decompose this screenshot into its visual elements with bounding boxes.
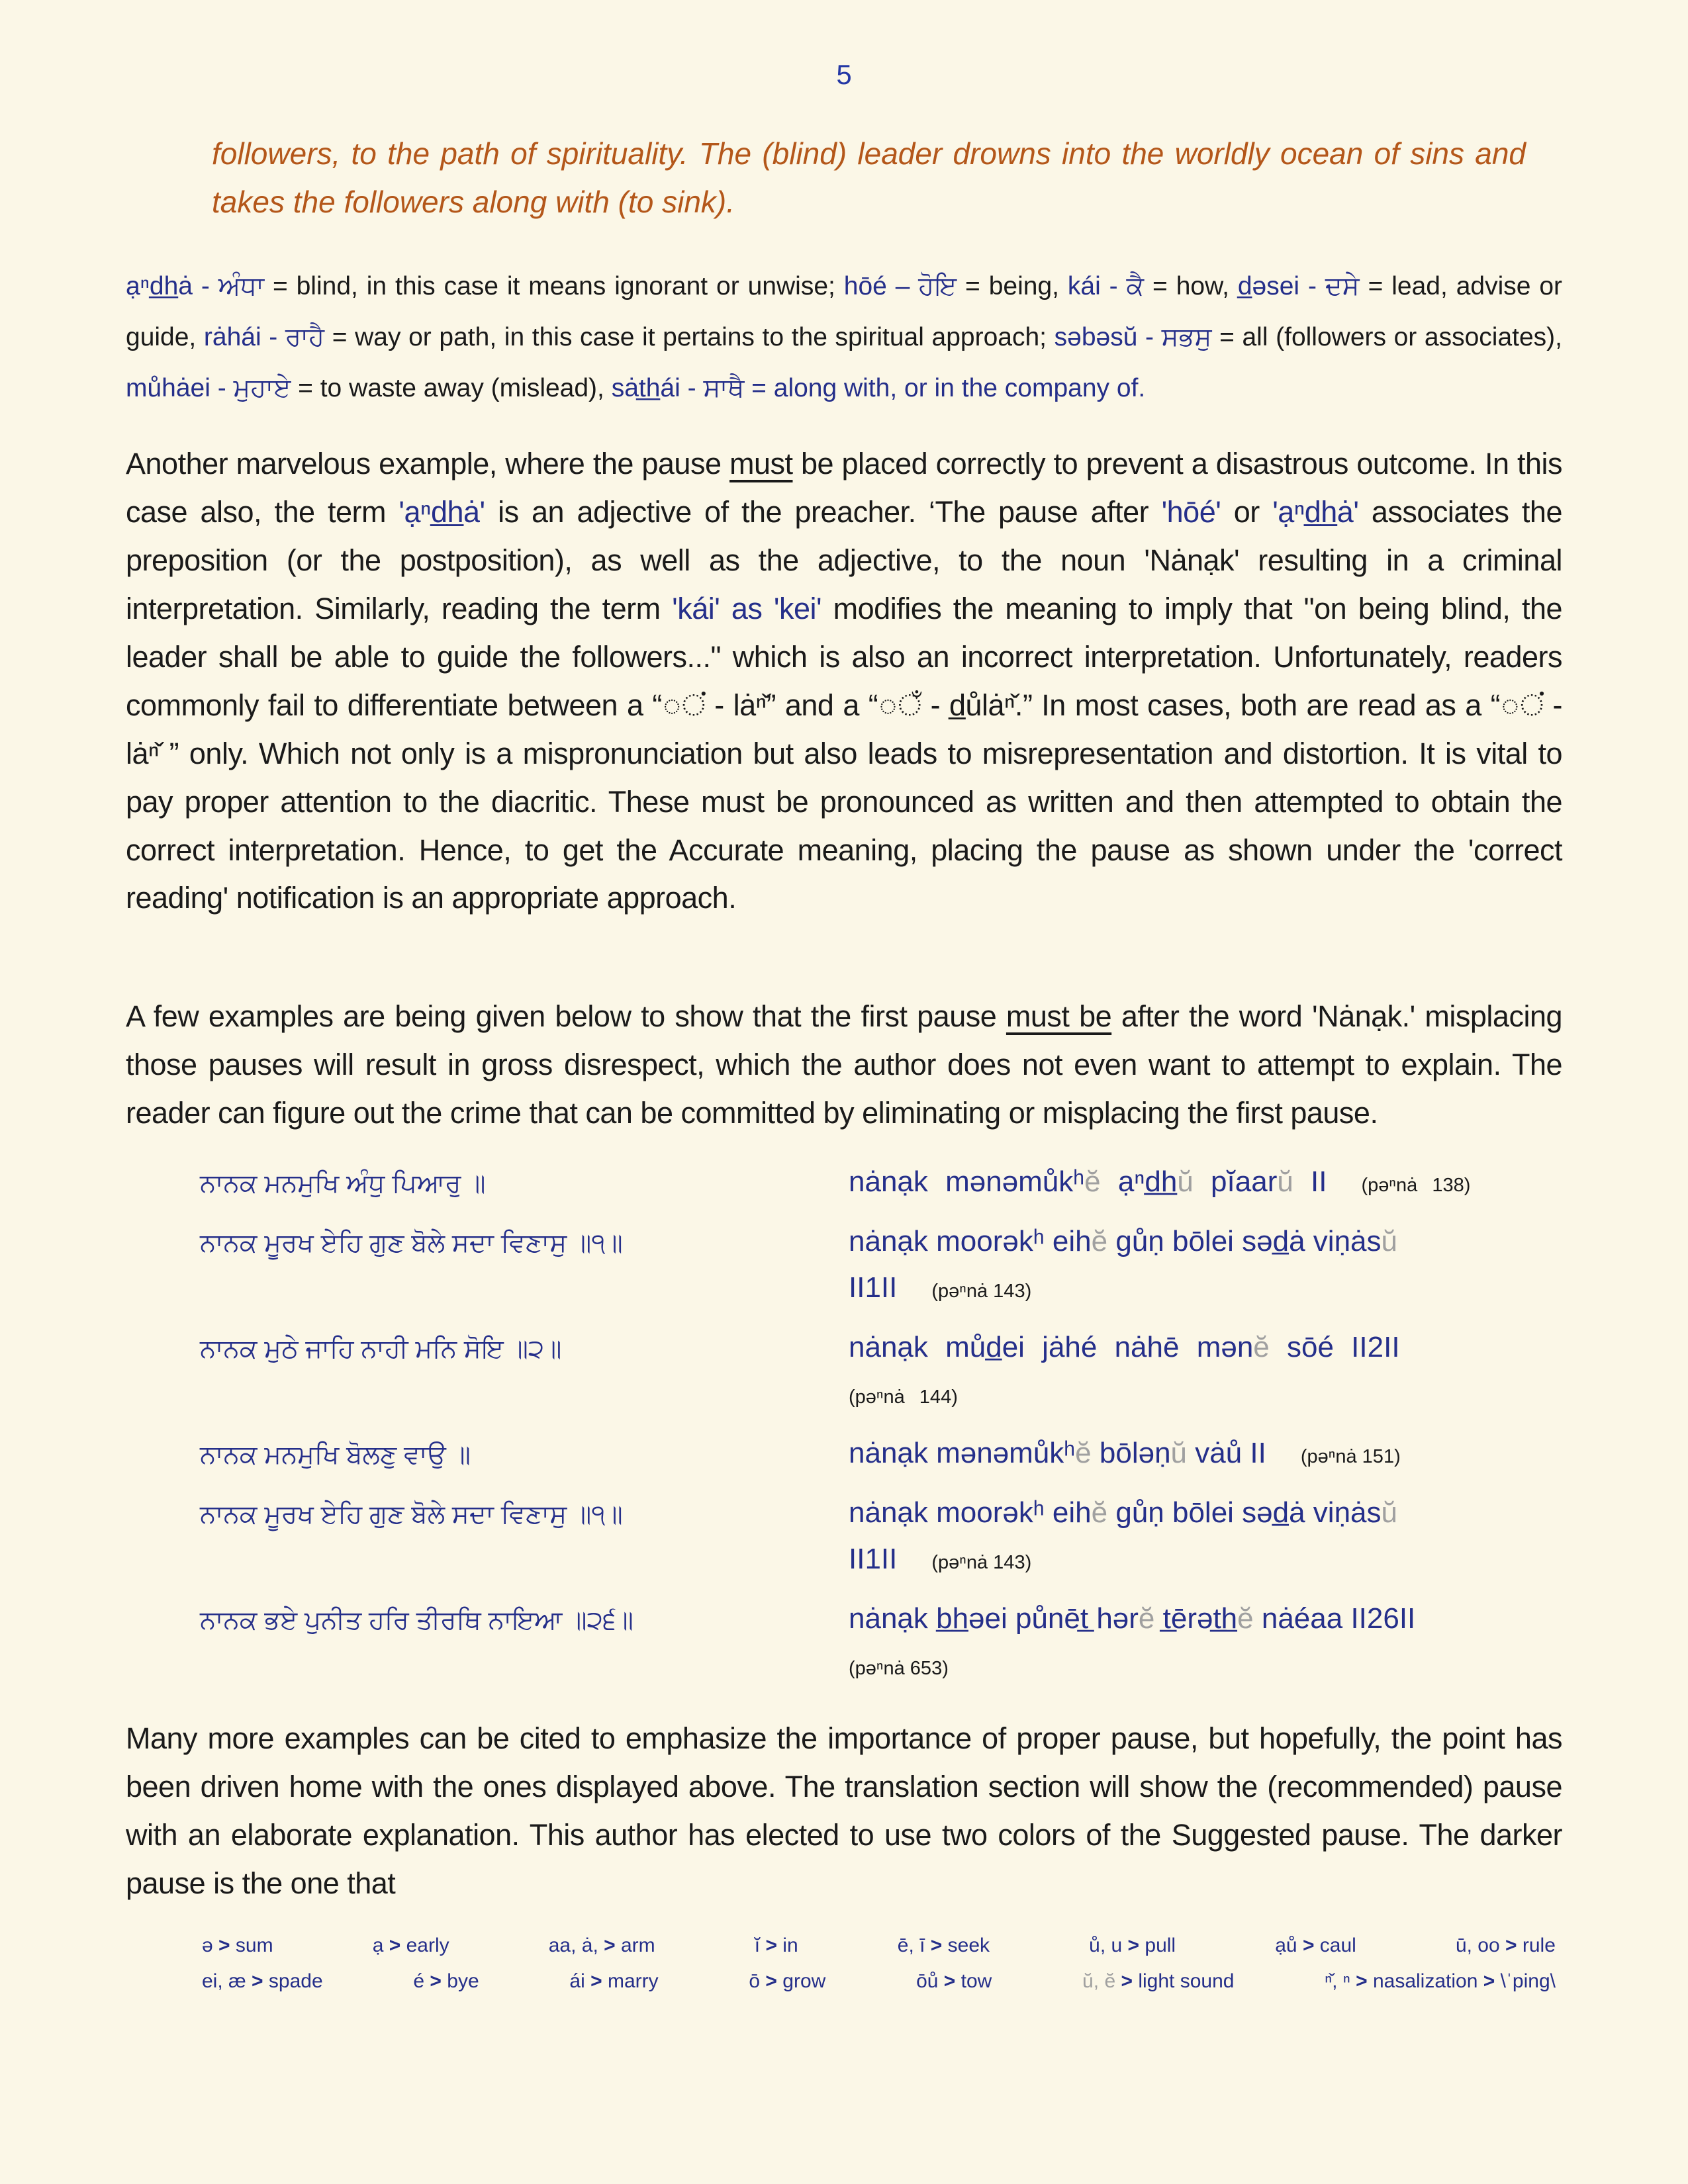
page-number: 5 [836,59,852,90]
text-run: > [430,1970,442,1992]
text-run: gůṇ bōlei səd̲ȧ viṇȧs [1107,1224,1382,1257]
text-run: II [1293,1165,1327,1198]
gurbani-line: ਨਾਨਕ ਭਏ ਪੁਨੀਤ ਹਰਿ ਤੀਰਥਿ ਨਾਇਆ ॥੨੬॥ [200,1606,633,1635]
text-run: hōé – ਹੋਇ [843,271,966,300]
pronunciation-key [202,1934,1556,1993]
text-run: spade [263,1970,323,1992]
text-run: nȧnạk b̲h̲əei půnēt̲ hər [849,1602,1139,1635]
gurbani-line: ਨਾਨਕ ਮੁਠੇ ਜਾਹਿ ਨਾਹੀ ਮਨਿ ਸੋਇ ॥੨॥ [200,1334,562,1363]
text-run: ⁿ̌, ⁿ [1325,1970,1356,1992]
example-row [200,1160,1562,1206]
text-run: > [1356,1970,1368,1992]
pronunciation-key-item [1456,1934,1556,1957]
text-run: after the word 'Nȧnạk.' misplacing those pauses will result in gross disrespect, which the author does not even want to attempt to explain. The reader can figure out the crime that can be committed by eliminating or misplacing the first pause. [126,999,1562,1130]
gurbani-line: ਨਾਨਕ ਮਨਮੁਖਿ ਅੰਧੁ ਪਿਆਰੁ ॥ [200,1169,486,1198]
text-run: = blind, in this case it means ignorant or unwise; [272,271,844,300]
text-run: > [604,1934,616,1956]
text-run: ei, æ [202,1970,252,1992]
example-row [200,1597,1562,1690]
paragraph-many-more-examples [126,1715,1562,1908]
text-run: be placed correctly to prevent a disastrous outcome. In this case also, the term [126,447,1562,529]
paragraph-examples-intro [126,993,1562,1138]
pronunciation-key-item [549,1934,655,1957]
text-run: ōů [916,1970,944,1992]
page-reference: (pəⁿnȧ 151) [1300,1445,1401,1467]
transliteration-cell [849,1432,1562,1478]
text-run: ĕ [1253,1330,1270,1363]
text-run: > [252,1970,263,1992]
example-row [200,1220,1562,1312]
pronunciation-key-item [1275,1934,1356,1957]
gurbani-line: ਨਾਨਕ ਮਨਮੁਖਿ ਬੋਲਣੁ ਵਾਉ ॥ [200,1440,471,1469]
text-run: ē, ī [897,1934,931,1956]
examples-table [200,1160,1562,1690]
text-run: bye [441,1970,479,1992]
text-run: light sound [1133,1970,1235,1992]
transliteration-line [849,1491,1562,1535]
text-run: > [765,1934,777,1956]
text-run: ů, u [1089,1934,1128,1956]
text-run: caul [1314,1934,1356,1956]
pronunciation-key-item [1325,1970,1556,1993]
text-run: must be [1006,999,1112,1034]
text-run: nȧnạk mənəmůkʰ [849,1436,1076,1469]
text-run: 'ạⁿd̲h̲ȧ' [399,495,485,529]
text-run: nȧnạk můd̲ei jȧhé nȧhē mən [849,1330,1254,1363]
text-run: ū, oo [1455,1934,1506,1956]
translation-quote-heading: followers, to the path of spirituality. The (blind) leader drowns into the worldly ocean of sins and takes the followers along with (to sink). [212,136,1526,220]
text-run: ŭ [1170,1436,1188,1469]
text-run: rȧhái - ਰਾਹੈ [203,322,332,351]
text-run: můhȧei - ਮੁਹਾਏ [126,374,299,403]
transliteration-line [849,1266,1562,1310]
gurbani-line: ਨਾਨਕ ਮੂਰਖ ਏਹਿ ਗੁਣ ਬੋਲੇ ਸਦਾ ਵਿਣਾਸੁ ॥੧॥ [200,1228,623,1257]
pronunciation-key-item [413,1970,479,1993]
text-run: > [218,1934,230,1956]
text-run: \ˈping\ [1495,1970,1556,1992]
pronunciation-key-item [569,1970,658,1993]
text-run: II1II [849,1542,898,1575]
transliteration-line [849,1220,1562,1263]
text-run: must [729,447,793,481]
text-run: ŭ [1381,1496,1398,1529]
transliteration-cell [849,1220,1562,1312]
gurbani-line: ਨਾਨਕ ਮੂਰਖ ਏਹਿ ਗੁਣ ਬੋਲੇ ਸਦਾ ਵਿਣਾਸੁ ॥੧॥ [200,1500,623,1529]
text-run: marry [602,1970,659,1992]
page-reference: (pəⁿnȧ 143) [931,1551,1032,1573]
text-run: ạ [372,1934,389,1956]
page-reference: (pəⁿnȧ 144) [849,1386,958,1408]
text-run: grow [776,1970,826,1992]
text-run: > [1505,1934,1517,1956]
transliteration-line [849,1597,1562,1641]
transliteration-line [849,1372,1562,1416]
transliteration-cell [849,1597,1562,1690]
text-run: associates the preposition (or the postposition), as well as the adjective, to the noun 'Nȧnạk' resulting in a criminal interpretation. Similarly, reading the term [126,495,1562,626]
text-run: ō [749,1970,766,1992]
pronunciation-key-row-1 [202,1934,1556,1957]
text-run: Another marvelous example, where the pause [126,447,729,481]
text-run: > [943,1970,956,1992]
text-run: ĕ [1091,1224,1108,1257]
text-run: gůṇ bōlei səd̲ȧ viṇȧs [1107,1496,1382,1529]
text-run: 'ạⁿd̲h̲ȧ' [1272,495,1359,529]
text-run: pull [1139,1934,1176,1956]
text-run: early [400,1934,449,1956]
text-run: A few examples are being given below to show that the first pause [126,999,1006,1034]
pronunciation-key-item [1082,1970,1234,1993]
pronunciation-key-item [373,1934,449,1957]
text-run: nȧnạk moorəkʰ eih [849,1496,1092,1529]
text-run: > [765,1970,777,1992]
transliteration-cell [849,1491,1562,1584]
text-run: ŭ [1381,1224,1398,1257]
text-run: is an adjective of the preacher. ‘The pause after [485,495,1162,529]
text-run: = way or path, in this case it pertains to the spiritual approach; [332,322,1055,351]
text-run: səbəsŭ - ਸਭਸੁ [1054,322,1220,351]
text-run: ái [569,1970,591,1992]
pronunciation-key-item [202,1970,323,1993]
example-row [200,1491,1562,1584]
text-run: tow [955,1970,992,1992]
text-run: Many more examples can be cited to emphasize the importance of proper pause, but hopefully, the point has been driven home with the ones displayed above. The translation section will show the (recommended) pause with an elaborate explanation. This author has elected to use two colors of the Suggested pause. The darker pause is the one that [126,1721,1562,1900]
text-run: ĕ [1138,1602,1155,1635]
text-run: ạů [1275,1934,1303,1956]
text-run: ĭ [754,1934,766,1956]
text-run: ĕ [1091,1496,1108,1529]
text-run: = how, [1152,271,1238,300]
page-reference: (pəⁿnȧ 653) [849,1657,949,1679]
page-reference: (pəⁿnȧ 138) [1361,1174,1471,1196]
pronunciation-key-item [755,1934,798,1957]
pronunciation-key-item [749,1970,825,1993]
text-run: ŭ [1277,1165,1293,1198]
transliteration-line [849,1537,1562,1581]
text-run: = being, [965,271,1068,300]
text-run: kái - ਕੈ [1067,271,1153,300]
text-run: > [1483,1970,1495,1992]
text-run: or [1221,495,1273,529]
text-run: rule [1517,1934,1556,1956]
transliteration-line [849,1160,1562,1204]
pronunciation-key-item [202,1934,273,1957]
text-run: = to waste away (mislead), [298,374,612,403]
text-run: > [1121,1970,1133,1992]
transliteration-line [849,1432,1562,1475]
text-run: ə [202,1934,219,1956]
text-run: > [389,1934,401,1956]
pronunciation-key-row-2 [202,1970,1556,1993]
text-run: nȧéaa II26II [1253,1602,1416,1635]
text-run: ŭ [1177,1165,1194,1198]
text-run: ĕ [1237,1602,1254,1635]
text-run: 'hōé' [1161,495,1221,529]
text-run: 'kái' as 'kei' [672,592,822,626]
text-run: ŭ, ĕ [1082,1970,1121,1992]
text-run: é [413,1970,430,1992]
text-run: nasalization [1367,1970,1483,1992]
text-run: = along with, or in the company of. [751,374,1146,403]
text-run: pĭaar [1193,1165,1278,1198]
text-run: nȧnạk moorəkʰ eih [849,1224,1092,1257]
example-row [200,1432,1562,1478]
text-run: = lead, advise or guide, [126,271,1563,351]
text-run: ạⁿd̲h̲ [1100,1165,1178,1198]
text-run: ĕ [1075,1436,1092,1469]
pronunciation-key-item [916,1970,992,1993]
text-run: nȧnạk mənəmůkʰ [849,1165,1085,1198]
text-run: aa, ȧ, [548,1934,604,1956]
example-row [200,1326,1562,1418]
transliteration-cell [849,1326,1562,1418]
text-run: > [590,1970,602,1992]
transliteration-line [849,1326,1562,1369]
paragraph-pause-explanation [126,440,1562,923]
text-run: ĕ [1084,1165,1101,1198]
transliteration-cell [849,1160,1562,1206]
word-definitions-paragraph [126,261,1562,414]
text-run: = all (followers or associates), [1219,322,1563,351]
transliteration-line [849,1643,1562,1687]
text-run: sōé II2II [1269,1330,1400,1363]
text-run: > [1302,1934,1315,1956]
text-run: II1II [849,1271,898,1304]
pronunciation-key-item [898,1934,990,1957]
text-run: bōləṇ [1091,1436,1171,1469]
text-run: > [1127,1934,1140,1956]
text-run: vȧů II [1187,1436,1266,1469]
text-run: sȧt̲h̲ái - ਸਾਥੈ [611,374,752,403]
text-run: d̲əsei - ਦਸੇ [1237,271,1368,300]
text-run: t̲ērət̲h̲ [1154,1602,1238,1635]
text-run: > [930,1934,943,1956]
text-run: ạⁿd̲h̲ȧ - ਅੰਧਾ [126,271,273,300]
text-run: sum [230,1934,273,1956]
text-run: arm [615,1934,655,1956]
page-reference: (pəⁿnȧ 143) [931,1280,1032,1302]
text-run: seek [942,1934,990,1956]
text-run: in [776,1934,798,1956]
text-run: modifies the meaning to imply that "on being blind, the leader shall be able to guide the followers..." which is also an incorrect interpretation. Unfortunately, readers commonly fail to differentiate between a “◌ਂ - lȧⁿ̌” and a “◌ਁ - d̲ůlȧⁿ̌.” In most cases, both are read as a “◌ਂ - lȧⁿ̌ ” only. Which not only is a mispronunciation but also leads to misrepresentation and distortion. It is vital to pay proper attention to the diacritic. These must be pronounced as written and then attempted to obtain the correct interpretation. Hence, to get the Accurate meaning, placing the pause as shown under the 'correct reading' notification is an appropriate approach. [126,592,1563,915]
pronunciation-key-item [1089,1934,1176,1957]
